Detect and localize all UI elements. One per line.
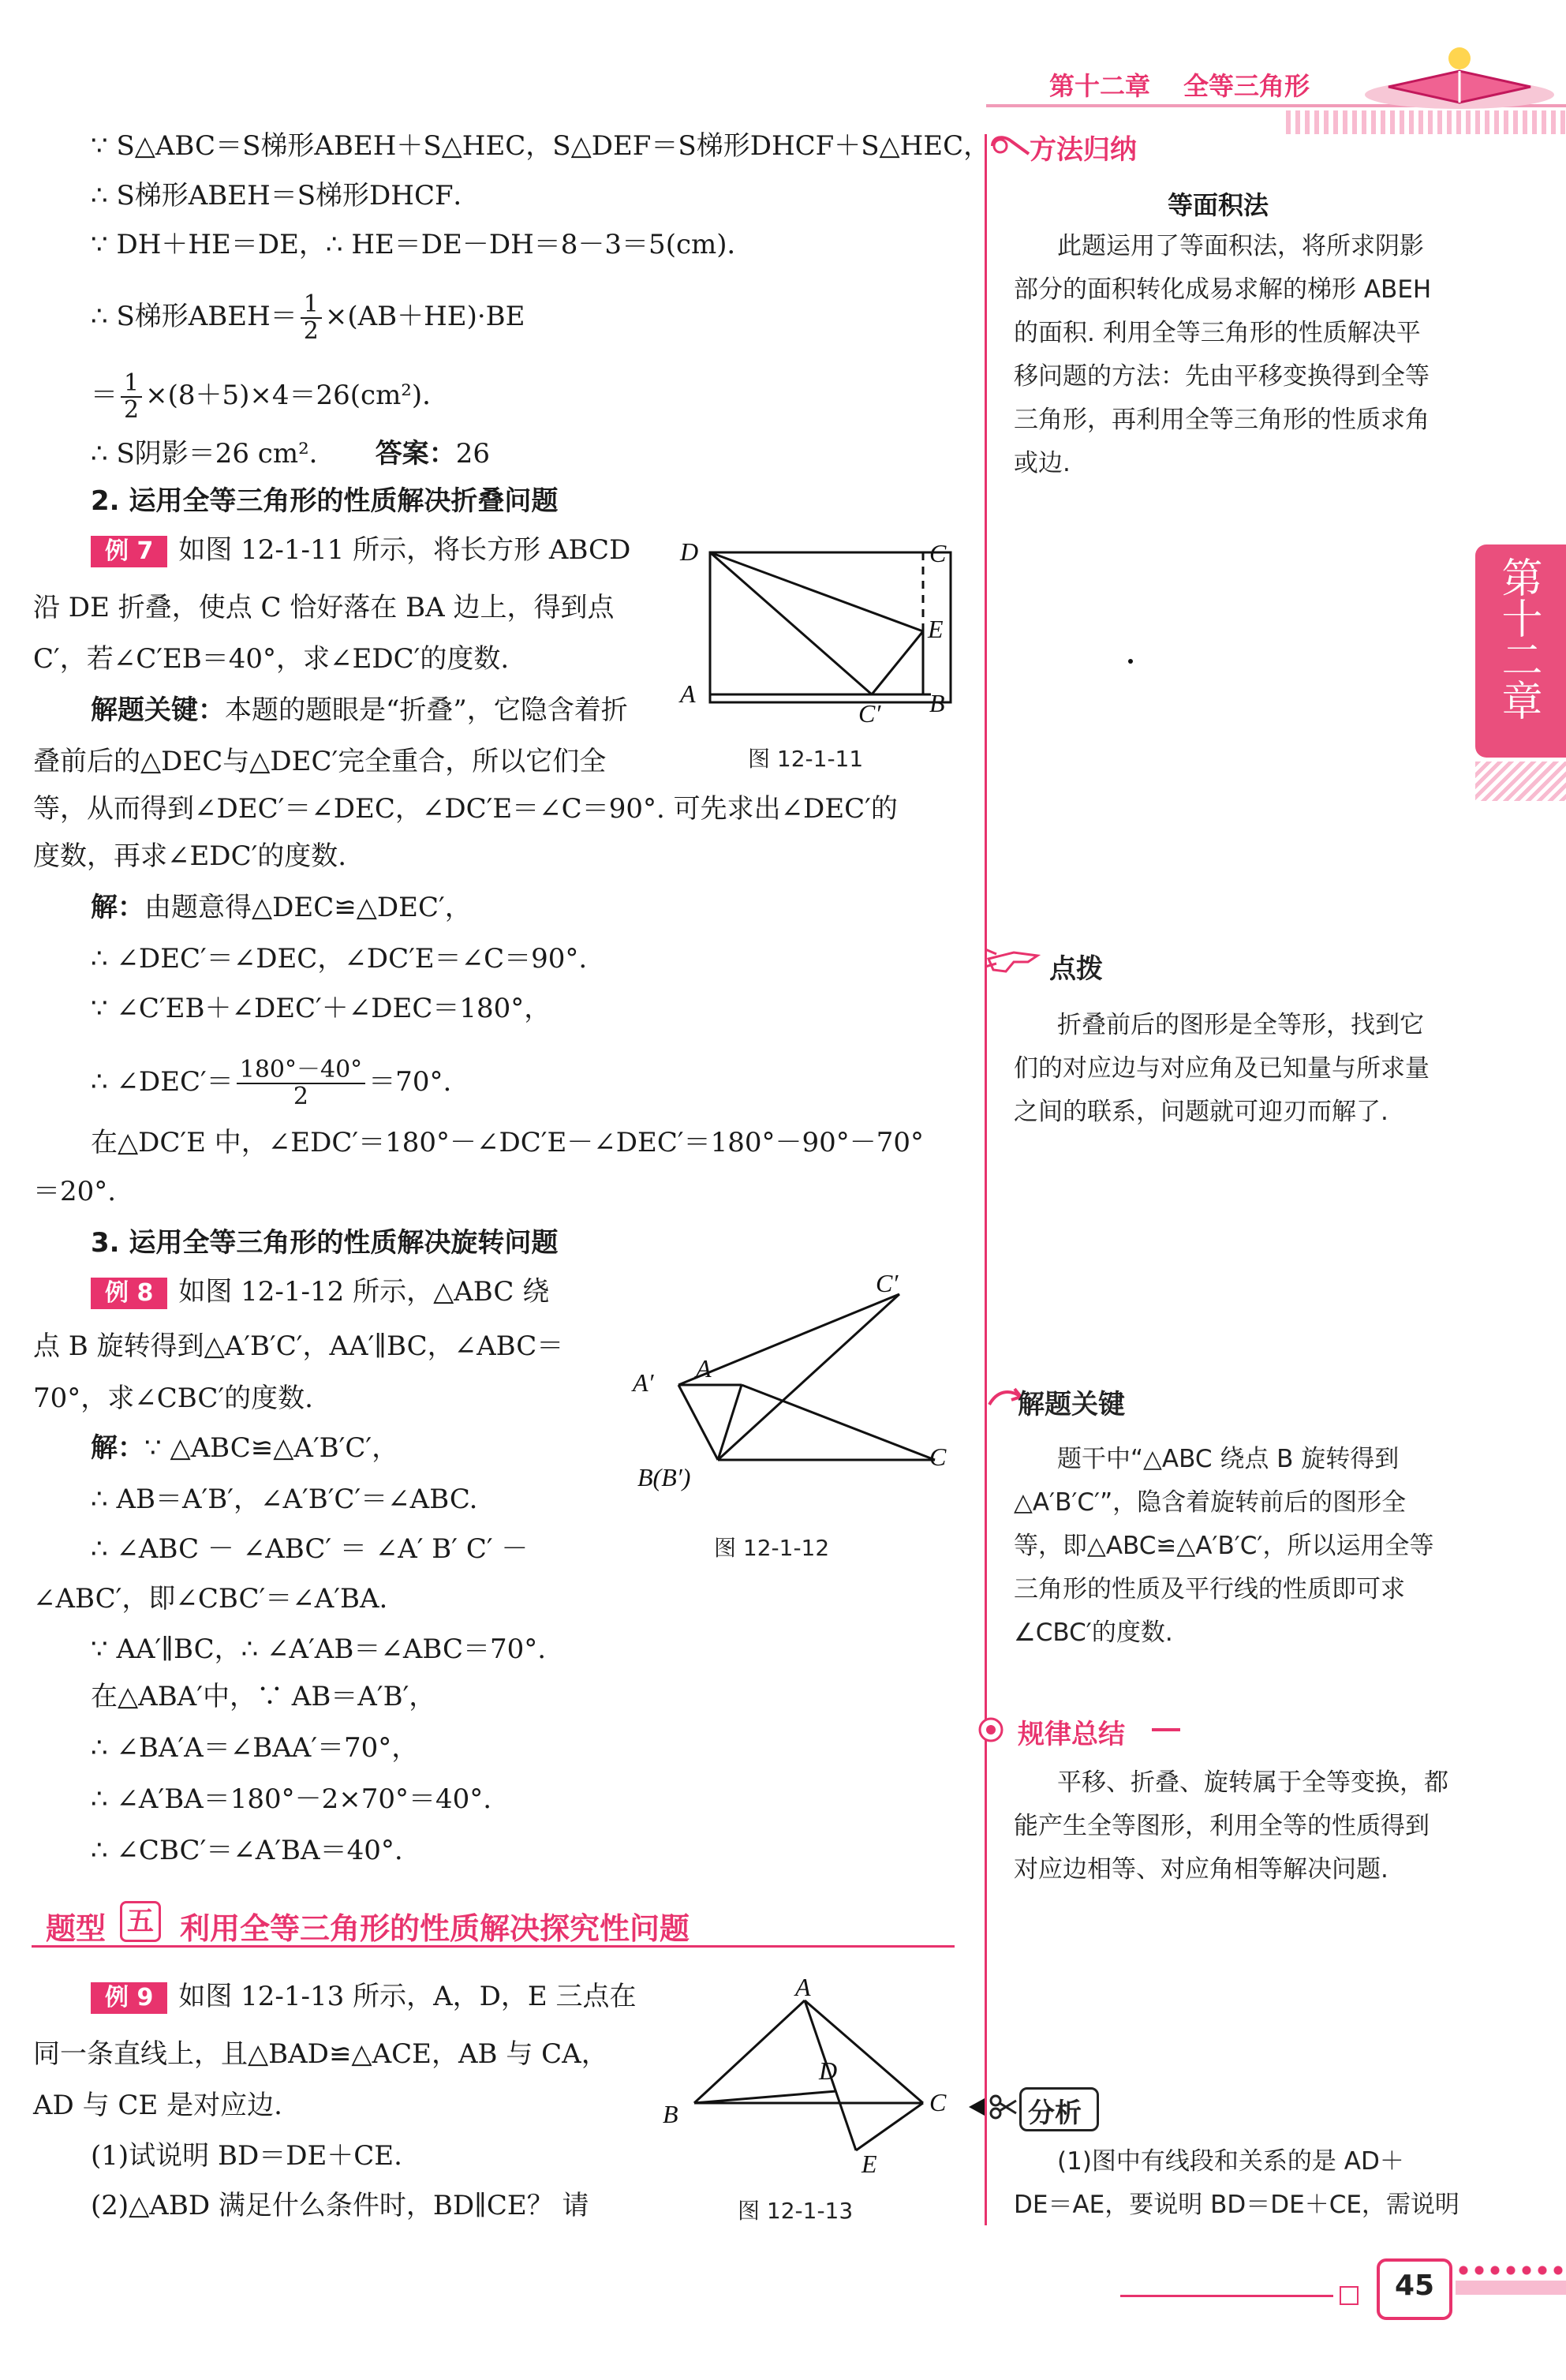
point-label: C′ [858, 699, 881, 726]
rule-title-dash [1152, 1728, 1180, 1731]
arrow-left-icon [964, 2095, 988, 2119]
page-header [986, 55, 1566, 118]
text-line: 叠前后的△DEC与△DEC′完全重合，所以它们全 [33, 746, 607, 777]
point-label: A [795, 1977, 811, 2001]
sidebar-divider [985, 134, 987, 2225]
fraction-numerator: 1 [121, 371, 142, 398]
rule-line: 能产生全等图形，利用全等的性质得到 [1014, 1812, 1430, 1840]
analysis-line: DE＝AE，要说明 BD＝DE＋CE，需说明 [1014, 2191, 1459, 2219]
text-line: ∴ ∠BA′A＝∠BAA′＝70°， [91, 1732, 419, 1764]
key-line: ∠CBC′的度数. [1014, 1618, 1173, 1647]
figure-12-1-11 [671, 537, 970, 726]
point-label: C [929, 1443, 947, 1471]
figure-caption: 图 12-1-11 [748, 746, 864, 772]
text-fragment: 由题意得△DEC≌△DEC′， [144, 892, 472, 923]
key-line: 等，即△ABC≌△A′B′C′，所以运用全等 [1014, 1532, 1434, 1560]
pointing-hand-icon [982, 935, 1045, 982]
chapter-tab-stripes [1475, 762, 1566, 801]
point-label: A [680, 679, 696, 708]
text-line: 等，从而得到∠DEC′＝∠DEC，∠DC′E＝∠C＝90°. 可先求出∠DEC′的 [33, 793, 898, 825]
text-line: 同一条直线上，且△BAD≌△ACE，AB 与 CA， [33, 2038, 608, 2070]
text-line [91, 1057, 451, 1110]
point-label: D [680, 537, 699, 566]
header-title: 全等三角形 [1183, 71, 1310, 101]
text-fragment: 本题的题眼是“折叠”，它隐含着折 [225, 694, 628, 726]
method-line: 的面积. 利用全等三角形的性质解决平 [1014, 319, 1421, 347]
example-7-line [91, 534, 630, 567]
point-label: D [819, 2056, 838, 2085]
text-fragment: ＝ [91, 380, 118, 411]
text-fragment: 如图 12-1-13 所示，A，D，E 三点在 [178, 1981, 637, 2012]
point-label: A′ [633, 1368, 654, 1397]
example-9-line [91, 1981, 637, 2014]
text-line: 度数，再求∠EDC′的度数. [33, 840, 347, 872]
point-label: C [929, 2088, 947, 2116]
text-line: ∴ ∠CBC′＝∠A′BA＝40°. [91, 1835, 403, 1866]
text-fragment: ∴ ∠DEC′＝ [91, 1066, 234, 1098]
point-label: E [861, 2150, 877, 2174]
text-line: ∵ AA′∥BC，∴ ∠A′AB＝∠ABC＝70°. [91, 1633, 547, 1665]
rule-line: 平移、折叠、旋转属于全等变换，都 [1057, 1768, 1448, 1797]
text-line: 在△ABA′中，∵ AB＝A′B′， [91, 1681, 436, 1712]
tip-title: 点拨 [1049, 953, 1103, 985]
text-line: ∴ ∠DEC′＝∠DEC，∠DC′E＝∠C＝90°. [91, 943, 588, 975]
footer-bar [1456, 2281, 1566, 2295]
footer-dots [1456, 2265, 1566, 2276]
tip-line: 折叠前后的图形是全等形，找到它 [1057, 1011, 1424, 1039]
section-heading: 2. 运用全等三角形的性质解决折叠问题 [91, 485, 559, 517]
point-label: B [663, 2100, 678, 2128]
text-line: 沿 DE 折叠，使点 C 恰好落在 BA 边上，得到点 [33, 592, 615, 623]
figure-caption: 图 12-1-12 [714, 1535, 830, 1561]
text-line: AD 与 CE 是对应边. [33, 2090, 282, 2121]
method-line: 或边. [1014, 449, 1071, 477]
text-line: 点 B 旋转得到△A′B′C′，AA′∥BC，∠ABC＝ [33, 1330, 564, 1362]
rule-line: 对应边相等、对应角相等解决问题. [1014, 1855, 1388, 1884]
target-icon [975, 1714, 1007, 1746]
question-type-banner [32, 1898, 955, 1948]
key-line: 题干中“△ABC 绕点 B 旋转得到 [1057, 1445, 1400, 1473]
fraction-numerator: 1 [301, 292, 322, 319]
tip-line: 之间的联系，问题就可迎刃而解了. [1014, 1098, 1388, 1126]
text-fragment: ∴ S阴影＝26 cm²． [91, 438, 336, 470]
method-title: 方法归纳 [1030, 134, 1137, 166]
page-number: 45 [1394, 2270, 1435, 2302]
example-badge: 例 8 [91, 1278, 167, 1309]
text-line: 70°，求∠CBC′的度数. [33, 1383, 313, 1414]
fraction-denominator: 2 [124, 396, 140, 424]
footer-line [1120, 2295, 1333, 2297]
type-number: 五 [120, 1901, 161, 1942]
text-line: ∵ ∠C′EB＋∠DEC′＋∠DEC＝180°， [91, 993, 551, 1024]
point-label: B(B′) [637, 1463, 691, 1491]
text-line [91, 892, 472, 923]
point-label: B [929, 689, 945, 717]
solution-label: 解： [91, 1432, 144, 1464]
text-line: (2)△ABD 满足什么条件时，BD∥CE？ 请 [91, 2190, 589, 2221]
method-line: 三角形，再利用全等三角形的性质求角 [1014, 406, 1430, 434]
answer-label: 答案： [375, 438, 456, 470]
text-line: ＝20°. [33, 1176, 117, 1207]
example-badge: 例 9 [91, 1982, 167, 2014]
header-stripes [1286, 110, 1566, 134]
example-badge: 例 7 [91, 536, 167, 567]
text-fragment: ＝70°. [368, 1066, 452, 1098]
book-icon [1357, 39, 1562, 118]
rule-title: 规律总结 [1018, 1719, 1125, 1750]
example-8-line [91, 1276, 549, 1309]
text-fragment: 如图 12-1-12 所示，△ABC 绕 [178, 1276, 550, 1308]
text-line: C′，若∠C′EB＝40°，求∠EDC′的度数. [33, 643, 510, 675]
key-title: 解题关键 [1018, 1389, 1125, 1420]
point-label: C′ [876, 1274, 899, 1297]
method-line: 移问题的方法：先由平移变换得到全等 [1014, 362, 1430, 391]
key-line: 三角形的性质及平行线的性质即可求 [1014, 1575, 1405, 1604]
text-line [91, 292, 525, 344]
point-label: C [929, 539, 947, 567]
text-line: ∵ DH＋HE＝DE，∴ HE＝DE－DH＝8－3＝5(cm)． [91, 229, 754, 260]
fraction [237, 1057, 365, 1110]
point-label: E [928, 615, 944, 643]
pencil-icon [988, 130, 1035, 162]
text-line: ∴ S梯形ABEH＝S梯形DHCF． [91, 180, 480, 211]
solution-label: 解： [91, 892, 144, 923]
text-fragment: ∴ S梯形ABEH＝ [91, 301, 297, 332]
figure-12-1-12 [615, 1274, 970, 1503]
header-chapter: 第十二章 [1049, 71, 1151, 101]
type-title: 利用全等三角形的性质解决探究性问题 [180, 1911, 690, 1946]
text-line: ∴ AB＝A′B′，∠A′B′C′＝∠ABC. [91, 1484, 478, 1515]
analysis-title: 分析 [1028, 2097, 1082, 2129]
text-fragment: ×(8＋5)×4＝26(cm²)． [145, 380, 450, 411]
text-fragment: ∵ △ABC≌△A′B′C′， [144, 1432, 399, 1464]
type-label: 题型 [46, 1911, 107, 1946]
text-line: 在△DC′E 中，∠EDC′＝180°－∠DC′E－∠DEC′＝180°－90°－70° [91, 1127, 924, 1158]
fraction [121, 371, 142, 423]
section-heading: 3. 运用全等三角形的性质解决旋转问题 [91, 1227, 559, 1259]
fraction [301, 292, 322, 344]
chapter-tab-label: 第十二章 [1494, 556, 1542, 720]
tip-line: 们的对应边与对应角及已知量与所求量 [1014, 1054, 1430, 1083]
text-line [91, 438, 490, 470]
scissors-icon [988, 2091, 1019, 2123]
method-line: 此题运用了等面积法，将所求阴影 [1057, 232, 1424, 260]
text-fragment: ×(AB＋HE)·BE [324, 301, 525, 332]
key-line: △A′B′C′”，隐含着旋转前后的图形全 [1014, 1488, 1407, 1517]
footer-square [1340, 2286, 1359, 2305]
text-line: ∴ ∠A′BA＝180°－2×70°＝40°. [91, 1783, 492, 1815]
text-line [91, 1432, 398, 1464]
fraction-denominator: 2 [293, 1083, 309, 1110]
text-line: ∴ ∠ABC － ∠ABC′ ＝ ∠A′ B′ C′ － [91, 1533, 529, 1565]
text-fragment: 如图 12-1-11 所示，将长方形 ABCD [178, 534, 631, 566]
answer-value: 26 [455, 438, 490, 470]
analysis-line: (1)图中有线段和关系的是 AD＋ [1057, 2147, 1404, 2176]
method-line: 部分的面积转化成易求解的梯形 ABEH [1014, 275, 1432, 304]
text-line: (1)试说明 BD＝DE＋CE. [91, 2140, 402, 2172]
text-line: ∵ S△ABC＝S梯形ABEH＋S△HEC，S△DEF＝S梯形DHCF＋S△HEC， [91, 130, 991, 162]
point-label: A [696, 1354, 712, 1383]
figure-12-1-13 [655, 1977, 970, 2174]
stray-dot [1128, 659, 1133, 664]
method-subtitle: 等面积法 [1168, 190, 1269, 220]
fraction-numerator: 180°－40° [237, 1057, 365, 1084]
text-line: ∠ABC′，即∠CBC′＝∠A′BA. [33, 1583, 388, 1615]
text-line [91, 371, 449, 423]
fraction-denominator: 2 [303, 317, 319, 345]
key-label: 解题关键： [91, 694, 225, 726]
figure-caption: 图 12-1-13 [738, 2198, 854, 2224]
text-line [91, 694, 628, 726]
